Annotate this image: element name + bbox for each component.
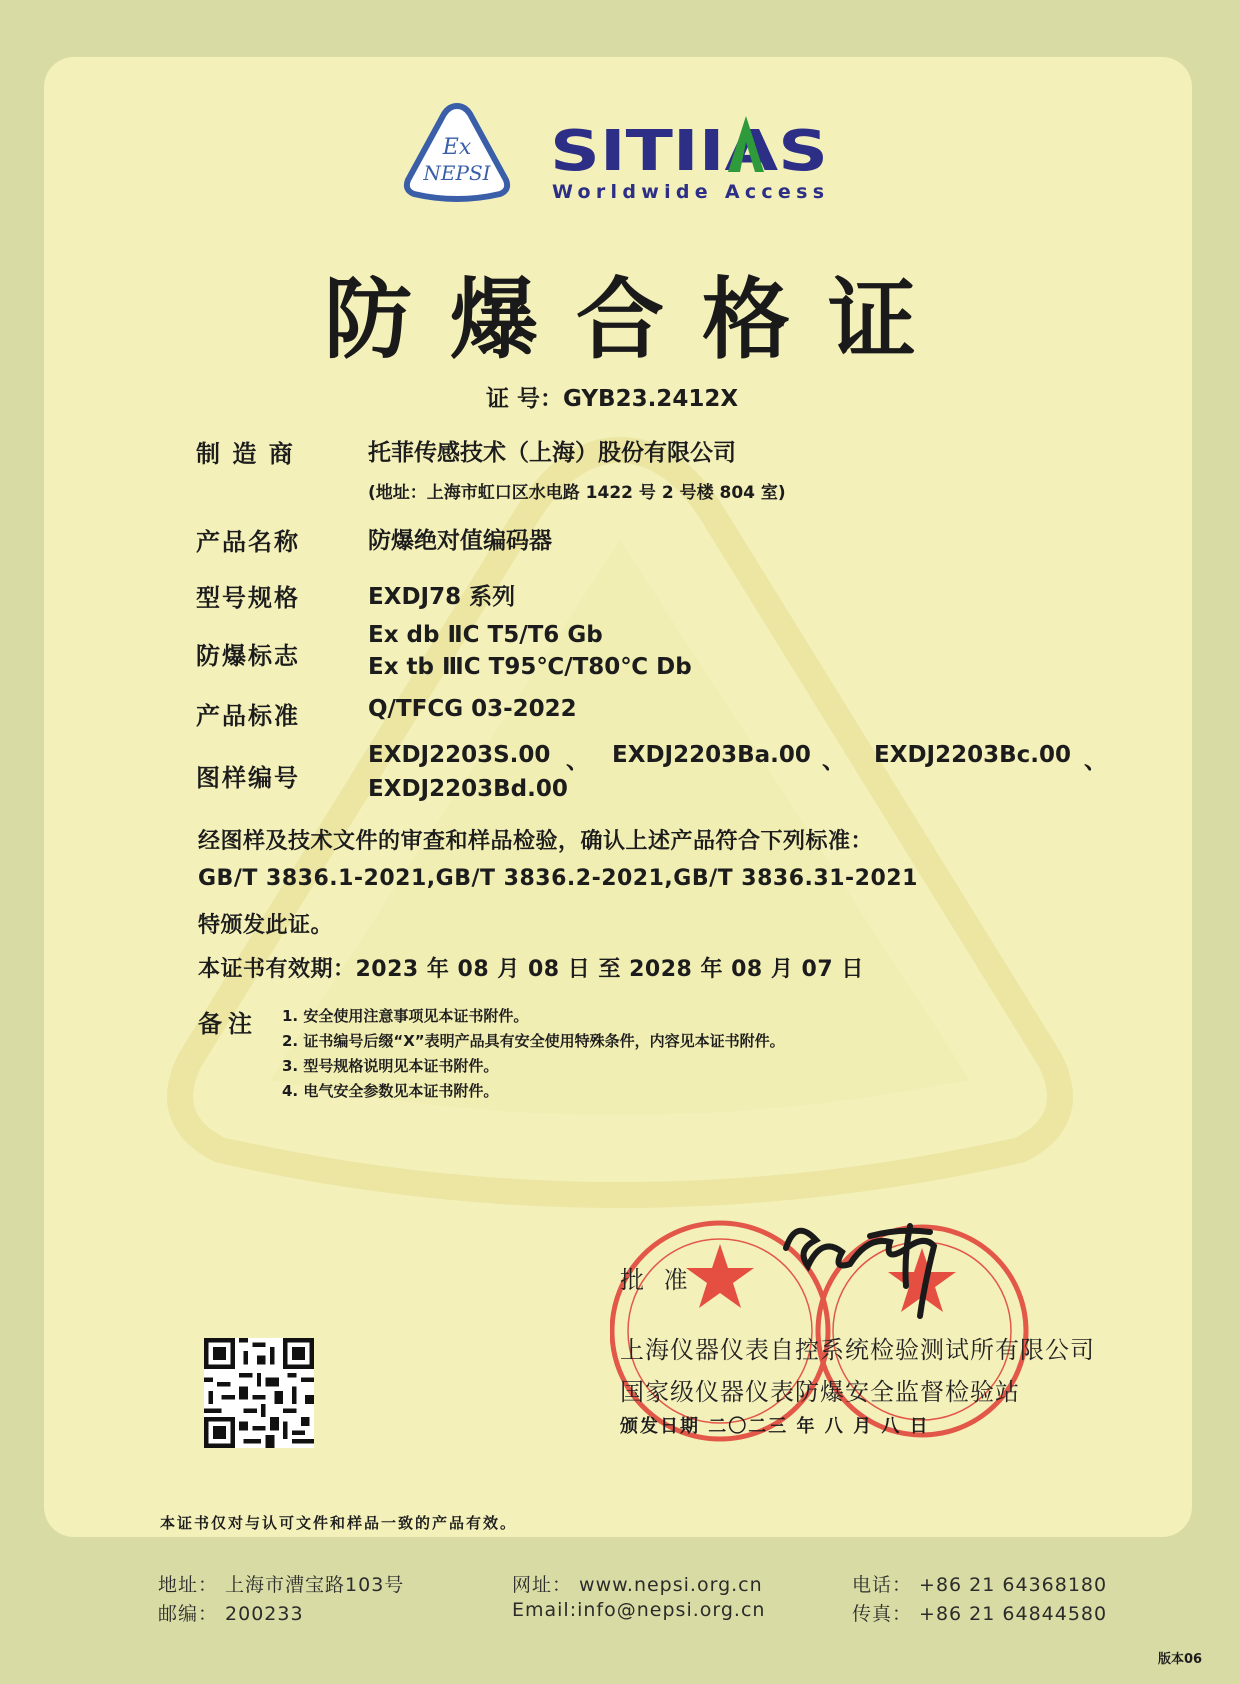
notes-list [282, 1004, 785, 1104]
sitiias-logo-icon [550, 112, 840, 204]
issuer-name-2: 国家级仪器仪表防爆安全监督检验站 [620, 1378, 1020, 1406]
nepsi-logo-name: NEPSI [423, 161, 491, 185]
nepsi-logo-icon [402, 102, 512, 204]
validity-period: 本证书有效期：2023 年 08 月 08 日 至 2028 年 08 月 07 日 [198, 957, 864, 982]
approval-label: 批 准 [620, 1266, 694, 1294]
note-item: 1. 安全使用注意事项见本证书附件。 [282, 1007, 529, 1025]
standards-list: GB/T 3836.1-2021,GB/T 3836.2-2021,GB/T 3836.31-2021 [198, 866, 918, 891]
standard-label: 产品标准 [196, 702, 300, 730]
footer-address: 地址： 上海市漕宝路103号 [158, 1574, 405, 1596]
notes-label: 备注 [198, 1010, 258, 1038]
sitiias-logo-text: SITIIAS [550, 119, 828, 184]
manufacturer-address: (地址：上海市虹口区水电路 1422 号 2 号楼 804 室) [368, 483, 786, 503]
drawing-number: EXDJ2203S.00 [368, 742, 551, 768]
sitiias-tagline: Worldwide Access [552, 181, 824, 203]
footer-postcode: 邮编： 200233 [158, 1603, 304, 1625]
issuance-statement: 特颁发此证。 [198, 913, 334, 938]
product-name-value: 防爆绝对值编码器 [368, 528, 552, 554]
version-label: 版本06 [1158, 1652, 1203, 1667]
ex-marking-line-2: Ex tb ⅢC T95℃/T80℃ Db [368, 654, 692, 680]
model-label: 型号规格 [196, 584, 300, 612]
footer-telephone: 电话： +86 21 64368180 [852, 1574, 1108, 1596]
nepsi-logo-ex: Ex [442, 135, 472, 160]
footer-fax: 传真： +86 21 64844580 [852, 1603, 1108, 1625]
conformity-statement: 经图样及技术文件的审查和样品检验，确认上述产品符合下列标准： [198, 829, 874, 854]
drawing-number: EXDJ2203Ba.00 [612, 742, 811, 768]
issue-date: 颁发日期 二〇二三 年 八 月 八 日 [620, 1416, 930, 1437]
note-item: 4. 电气安全参数见本证书附件。 [282, 1082, 499, 1100]
ex-marking-line-1: Ex db ⅡC T5/T6 Gb [368, 622, 603, 648]
drawing-separator: 、 [1084, 748, 1107, 774]
certificate-number: 证 号：GYB23.2412X [486, 386, 739, 412]
model-value: EXDJ78 系列 [368, 584, 516, 610]
ex-marking-label: 防爆标志 [196, 642, 300, 670]
product-name-label: 产品名称 [196, 528, 300, 556]
drawings-label: 图样编号 [196, 764, 300, 792]
certificate-title: 防爆合格证 [323, 268, 954, 371]
manufacturer-value: 托菲传感技术（上海）股份有限公司 [368, 440, 736, 466]
manufacturer-label: 制 造 商 [196, 440, 295, 468]
note-item: 2. 证书编号后缀“X”表明产品具有安全使用特殊条件，内容见本证书附件。 [282, 1032, 785, 1050]
drawing-separator: 、 [566, 748, 589, 774]
issuer-name-1: 上海仪器仪表自控系统检验测试所有限公司 [620, 1336, 1095, 1364]
drawing-number: EXDJ2203Bd.00 [368, 776, 568, 802]
footer-website: 网址： www.nepsi.org.cn [512, 1574, 763, 1596]
drawing-separator: 、 [822, 748, 845, 774]
drawing-number: EXDJ2203Bc.00 [874, 742, 1072, 768]
validity-disclaimer: 本证书仅对与认可文件和样品一致的产品有效。 [160, 1514, 518, 1532]
standard-value: Q/TFCG 03-2022 [368, 696, 577, 722]
note-item: 3. 型号规格说明见本证书附件。 [282, 1057, 499, 1075]
footer-email: Email:info@nepsi.org.cn [512, 1599, 766, 1621]
qr-code-icon [204, 1338, 314, 1448]
